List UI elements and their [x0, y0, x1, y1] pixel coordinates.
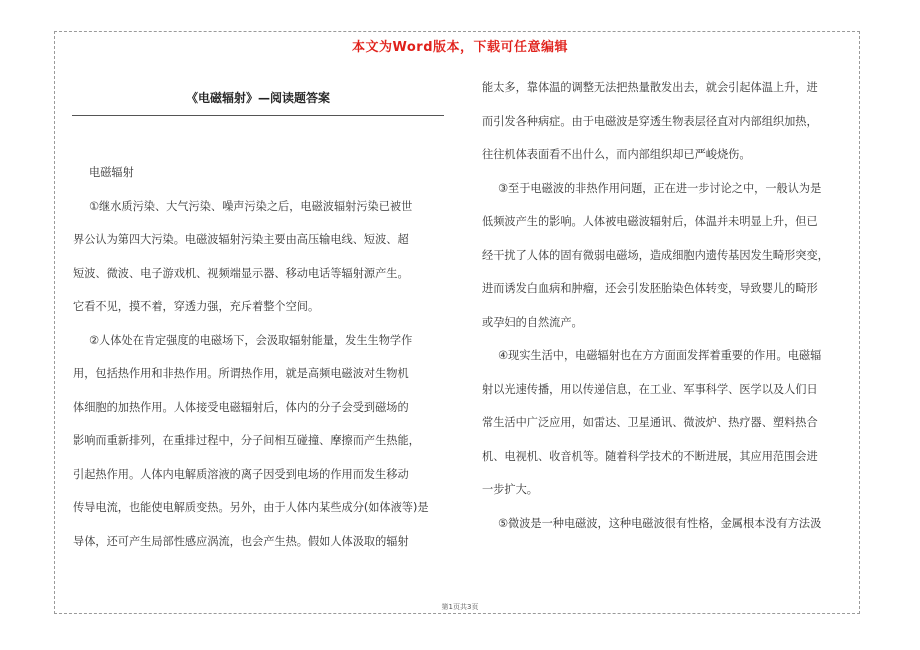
paragraph-line: 短波、微波、电子游戏机、视频端显示器、移动电话等辐射源产生。	[73, 266, 409, 280]
paragraph-line: 引起热作用。人体内电解质溶液的离子因受到电场的作用而发生移动	[73, 467, 409, 481]
paragraph-line: 进而诱发白血病和肿瘤，还会引发胚胎染色体转变，导致婴儿的畸形	[482, 282, 818, 295]
paragraph-line: 影响而重新排列，在重排过程中，分子间相互碰撞、摩擦而产生热能，	[73, 434, 420, 447]
paragraph-line: ④现实生活中，电磁辐射也在方方面面发挥着重要的作用。电磁辐	[498, 349, 822, 362]
title-underline	[72, 115, 444, 116]
paragraph-line: ⑤微波是一种电磁波，这种电磁波很有性格，金属根本没有方法汲	[498, 516, 822, 530]
paragraph-line: 它看不见，摸不着，穿透力强，充斥着整个空间。	[73, 300, 320, 313]
paragraph-line: 而引发各种病症。由于电磁波是穿透生物表层径直对内部组织加热，	[482, 114, 818, 128]
paragraph-line: 导体，还可产生局部性感应涡流，也会产生热。假如人体汲取的辐射	[73, 534, 409, 548]
paragraph-line: ①继水质污染、大气污染、噪声污染之后，电磁波辐射污染已被世	[89, 199, 413, 213]
paragraph-line: 一步扩大。	[482, 483, 538, 496]
section-heading: 电磁辐射	[89, 166, 134, 179]
paragraph-line: 机、电视机、收音机等。随着科学技术的不断进展，其应用范围会进	[482, 449, 818, 463]
paragraph-line: 能太多，靠体温的调整无法把热量散发出去，就会引起体温上升，进	[482, 81, 818, 94]
page-number: 第1页共3页	[441, 603, 479, 611]
document-title: 《电磁辐射》—阅读题答案	[185, 91, 330, 105]
download-banner: 本文为Word版本，下载可任意编辑	[351, 40, 569, 55]
paragraph-line: 常生活中广泛应用，如雷达、卫星通讯、微波炉、热疗器、塑料热合	[482, 416, 818, 429]
paragraph-line: 传导电流，也能使电解质变热。另外，由于人体内某些成分(如体液等)是	[73, 501, 429, 514]
left-column	[73, 161, 472, 553]
paragraph-line: 射以光速传播，用以传递信息，在工业、军事科学、医学以及人们日	[482, 382, 818, 396]
paragraph-line: 用，包括热作用和非热作用。所谓热作用，就是高频电磁波对生物机	[73, 367, 409, 380]
paragraph-line: 体细胞的加热作用。人体接受电磁辐射后，体内的分子会受到磁场的	[73, 400, 409, 414]
right-column	[482, 76, 863, 535]
paragraph-line: 经干扰了人体的固有微弱电磁场，造成细胞内遗传基因发生畸形突变，	[482, 248, 829, 262]
paragraph-line: 往往机体表面看不出什么，而内部组织却已严峻烧伤。	[482, 148, 751, 161]
paragraph-line: 低频波产生的影响。人体被电磁波辐射后，体温并未明显上升，但已	[482, 215, 818, 228]
paragraph-line: 界公认为第四大污染。电磁波辐射污染主要由高压输电线、短波、超	[73, 233, 409, 246]
paragraph-line: ②人体处在肯定强度的电磁场下，会汲取辐射能量，发生生物学作	[89, 333, 413, 347]
paragraph-line: ③至于电磁波的非热作用问题，正在进一步讨论之中，一般认为是	[498, 181, 822, 195]
paragraph-line: 或孕妇的自然流产。	[482, 315, 583, 329]
